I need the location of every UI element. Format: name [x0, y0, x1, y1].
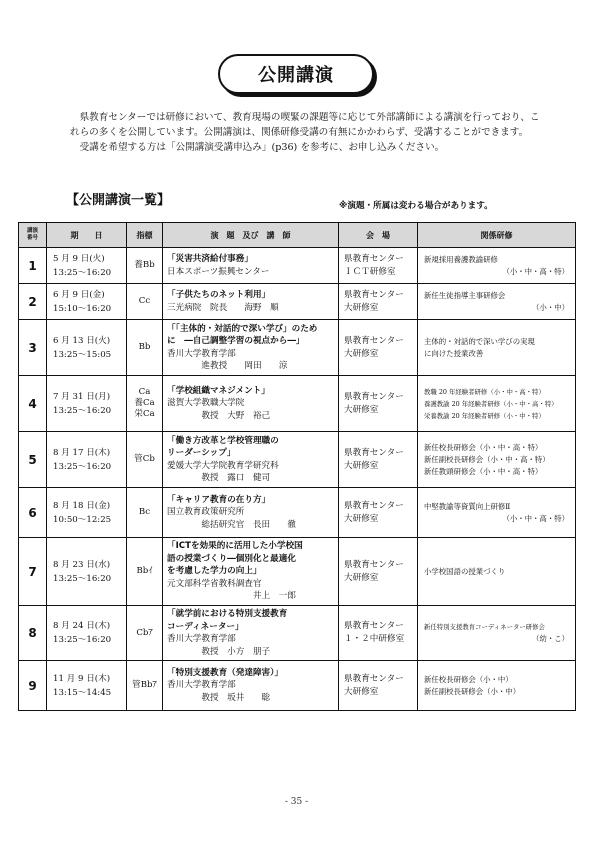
related-line: 新任教頭研修会（小・中・高・特）	[424, 466, 543, 476]
lecturer-line: 香川大学教育学部	[167, 634, 236, 644]
header-topic: 演 題 及び 講 師	[163, 223, 339, 248]
topic-and-lecturer	[163, 284, 339, 320]
date-text: 8 月 17 日(木)	[53, 447, 111, 458]
lecturer-line: 教授 坂井 聡	[167, 692, 271, 703]
time-text: 13:25～16:20	[53, 635, 112, 645]
related-line: 養護教諭 20 年経験者研修（小・中・高・特）	[424, 399, 558, 408]
header-no: 講演 番号	[19, 223, 47, 248]
table-row	[19, 432, 576, 488]
topic-line: 「働き方改革と学校管理職の	[167, 435, 279, 446]
related-line: 教職 20 年経験者研修（小・中・高・特）	[424, 387, 545, 396]
lecture-number: 1	[19, 248, 47, 284]
lecture-date	[47, 284, 127, 320]
lecture-number: 5	[19, 432, 47, 488]
related-line: （幼・こ）	[532, 634, 569, 643]
venue	[339, 248, 418, 284]
date-text: 8 月 23 日(水)	[53, 559, 111, 570]
time-text: 13:25～16:20	[53, 573, 112, 584]
time-text: 10:50～12:25	[53, 514, 112, 525]
topic-line: 「ICTを効果的に活用した小学校国	[167, 541, 303, 552]
table-row	[19, 376, 576, 432]
lecture-date	[47, 376, 127, 432]
venue-line: 大研修室	[344, 686, 379, 697]
topic-and-lecturer	[163, 538, 339, 606]
venue	[339, 538, 418, 606]
time-text: 15:10～16:20	[53, 303, 112, 314]
related-training	[418, 538, 576, 606]
related-line: 栄養教諭 20 年経験者研修（小・中・特）	[424, 411, 545, 420]
related-line: （小・中・高・特）	[502, 513, 569, 523]
intro-paragraph-1: 県教育センターでは研修において、教育現場の喫緊の課題等に応じて外部講師による講演を行っており、これらの多くを公開しています。公開講演は、関係研修受講の有無にかかわらず、受講することができます。	[70, 112, 540, 138]
date-text: 8 月 18 日(金)	[53, 500, 111, 511]
venue-line: 県教育センター	[344, 500, 404, 511]
lecture-number: 6	[19, 488, 47, 538]
related-line: 主体的・対話的で深い学びの実現	[424, 336, 535, 346]
venue	[339, 376, 418, 432]
time-text: 13:25～15:05	[53, 349, 112, 360]
indicator-code	[127, 488, 163, 538]
indicator-code	[127, 538, 163, 606]
lecture-date	[47, 432, 127, 488]
topic-line: を考慮した学力の向上」	[167, 566, 262, 577]
lecturer-line: 元文部科学省教科調査官	[167, 578, 262, 589]
venue-line: 県教育センター	[344, 673, 404, 684]
lecturer-line: 滋賀大学教職大学院	[167, 398, 245, 409]
table-row	[19, 320, 576, 376]
related-line: （小・中）	[532, 302, 569, 312]
venue	[339, 320, 418, 376]
table-header-row	[19, 223, 576, 248]
time-text: 13:25～16:20	[53, 405, 112, 416]
lecture-date	[47, 488, 127, 538]
intro-text	[70, 110, 540, 155]
topic-line: 「子供たちのネット利用」	[167, 290, 271, 300]
related-line: 新任特別支援教育コーディネーター研修会	[424, 623, 545, 631]
code-text: Bbｲ	[136, 566, 153, 576]
venue-line: 大研修室	[344, 460, 379, 471]
time-text: 13:25～16:20	[53, 461, 112, 472]
lecturer-line: 教授 大野 裕己	[167, 410, 271, 421]
related-line: 新任生徒指導主事研修会	[424, 290, 506, 300]
topic-line: 「「主体的・対話的で深い学び」のため	[167, 323, 318, 334]
table-row	[19, 538, 576, 606]
header-venue: 会 場	[339, 223, 418, 248]
lecture-number: 4	[19, 376, 47, 432]
venue-line: 県教育センター	[344, 289, 404, 300]
date-text: 6 月 9 日(金)	[53, 289, 105, 300]
related-line: 中堅教諭等資質向上研修Ⅱ	[424, 501, 511, 511]
topic-and-lecturer	[163, 606, 339, 661]
related-training	[418, 284, 576, 320]
topic-line: 「災害共済給付事務」	[167, 254, 253, 264]
indicator-code	[127, 248, 163, 284]
code-text: Cbｱ	[136, 627, 153, 638]
code-text: 栄Ca	[134, 409, 155, 419]
lecture-number: 9	[19, 661, 47, 711]
topic-line: 語の授業づくり―個別化と最適化	[167, 553, 296, 564]
lecture-table	[18, 222, 576, 711]
table-row	[19, 606, 576, 661]
lecturer-line: 日本スポーツ振興センター	[167, 266, 270, 277]
date-text: 7 月 31 日(月)	[53, 391, 111, 402]
lecture-number: 7	[19, 538, 47, 606]
lecturer-line: 愛媛大学大学院教育学研究科	[167, 460, 279, 471]
lecturer-line: 教授 小方 朋子	[167, 646, 271, 657]
time-text: 13:15～14:45	[53, 687, 112, 698]
indicator-code	[127, 606, 163, 661]
indicator-code	[127, 284, 163, 320]
topic-and-lecturer	[163, 248, 339, 284]
topic-and-lecturer	[163, 488, 339, 538]
page-number: - 35 -	[284, 797, 309, 807]
code-text: Cc	[138, 296, 151, 306]
related-line: 新規採用養護教諭研修	[424, 254, 498, 264]
time-text: 13:25～16:20	[53, 267, 112, 278]
venue-line: 県教育センター	[344, 391, 404, 402]
change-note: ※演題・所属は変わる場合があります。	[339, 201, 493, 211]
lecture-number: 3	[19, 320, 47, 376]
related-line: （小・中・高・特）	[502, 266, 569, 276]
related-training	[418, 488, 576, 538]
related-line: 新任校長研修会（小・中）	[424, 674, 513, 684]
topic-line: コーディネーター」	[167, 621, 244, 632]
topic-line: 「キャリア教育の在り方」	[167, 494, 271, 505]
topic-and-lecturer	[163, 376, 339, 432]
lecturer-line: 総括研究官 長田 徹	[167, 519, 296, 530]
date-text: 8 月 24 日(木)	[53, 621, 111, 631]
topic-and-lecturer	[163, 320, 339, 376]
venue-line: 大研修室	[344, 404, 379, 415]
lecture-number: 2	[19, 284, 47, 320]
header-code: 指標	[127, 223, 163, 248]
code-text: Ca	[138, 387, 151, 397]
lecture-number: 8	[19, 606, 47, 661]
venue-line: 県教育センター	[344, 447, 404, 458]
indicator-code	[127, 320, 163, 376]
related-training	[418, 248, 576, 284]
venue-line: 県教育センター	[344, 621, 404, 631]
lecturer-line: 井上 一郎	[167, 591, 296, 602]
code-text: 養Ca	[134, 398, 155, 408]
venue-line: 大研修室	[344, 302, 379, 313]
lecturer-line: 教授 露口 健司	[167, 473, 271, 483]
lecture-date	[47, 606, 127, 661]
topic-and-lecturer	[163, 661, 339, 711]
lecturer-line: 国立教育政策研究所	[167, 507, 245, 518]
table-row	[19, 488, 576, 538]
table-row	[19, 284, 576, 320]
venue	[339, 661, 418, 711]
related-training	[418, 320, 576, 376]
code-text: Bb	[138, 342, 151, 352]
topic-and-lecturer	[163, 432, 339, 488]
code-text: Bc	[138, 507, 151, 517]
related-training	[418, 432, 576, 488]
code-text: 管Bbｱ	[132, 680, 157, 690]
venue-line: 大研修室	[344, 513, 379, 524]
venue	[339, 606, 418, 661]
code-text: 養Bb	[134, 260, 155, 270]
lecture-date	[47, 320, 127, 376]
venue	[339, 432, 418, 488]
date-text: 11 月 9 日(木)	[53, 673, 111, 684]
venue	[339, 284, 418, 320]
topic-line: リーダーシップ」	[167, 448, 236, 458]
date-text: 6 月 13 日(火)	[53, 335, 111, 346]
lecture-date	[47, 248, 127, 284]
related-training	[418, 606, 576, 661]
lecturer-line: 香川大学教育学部	[167, 348, 236, 359]
date-text: 5 月 9 日(火)	[53, 253, 105, 264]
lecture-date	[47, 538, 127, 606]
related-training	[418, 376, 576, 432]
venue-line: 県教育センター	[344, 253, 404, 264]
topic-line: 「学校組織マネジメント」	[167, 385, 270, 396]
intro-paragraph-2: 受講を希望する方は「公開講演受講申込み」(p36) を参考に、お申し込みください。	[79, 142, 445, 153]
page-title-box	[218, 54, 374, 94]
related-training	[418, 661, 576, 711]
header-related: 関係研修	[418, 223, 576, 248]
topic-line: 「特別支援教育（発達障害）」	[167, 667, 284, 678]
venue	[339, 488, 418, 538]
venue-line: 県教育センター	[344, 335, 404, 346]
venue-line: 大研修室	[344, 348, 379, 359]
lecturer-line: 香川大学教育学部	[167, 680, 236, 691]
table-row	[19, 248, 576, 284]
topic-line: に ―自己調整学習の視点から―」	[167, 336, 305, 346]
lecturer-line: 三光病院 院長 海野 順	[167, 302, 279, 313]
venue-line: １・２中研修室	[344, 634, 405, 644]
related-line: 小学校国語の授業づくり	[424, 566, 506, 576]
code-text: 管Cb	[134, 454, 155, 464]
venue-line: ＩＣＴ研修室	[344, 266, 396, 277]
related-line: 新任校長研修会（小・中・高・特）	[424, 442, 543, 452]
venue-line: 大研修室	[344, 572, 379, 583]
page-title: 公開講演	[258, 65, 334, 86]
related-line: 新任副校長研修会（小・中・高・特）	[424, 454, 550, 464]
header-date: 期 日	[47, 223, 127, 248]
lecture-date	[47, 661, 127, 711]
lecturer-line: 進教授 岡田 涼	[167, 361, 288, 371]
lecture-list-heading: 【公開講演一覧】	[66, 193, 171, 208]
topic-line: 「就学前における特別支援教育	[167, 609, 288, 619]
related-line: 新任副校長研修会（小・中）	[424, 686, 521, 696]
table-row	[19, 661, 576, 711]
indicator-code	[127, 376, 163, 432]
venue-line: 県教育センター	[344, 559, 404, 570]
indicator-code	[127, 432, 163, 488]
indicator-code	[127, 661, 163, 711]
related-line: に向けた授業改善	[424, 348, 484, 358]
